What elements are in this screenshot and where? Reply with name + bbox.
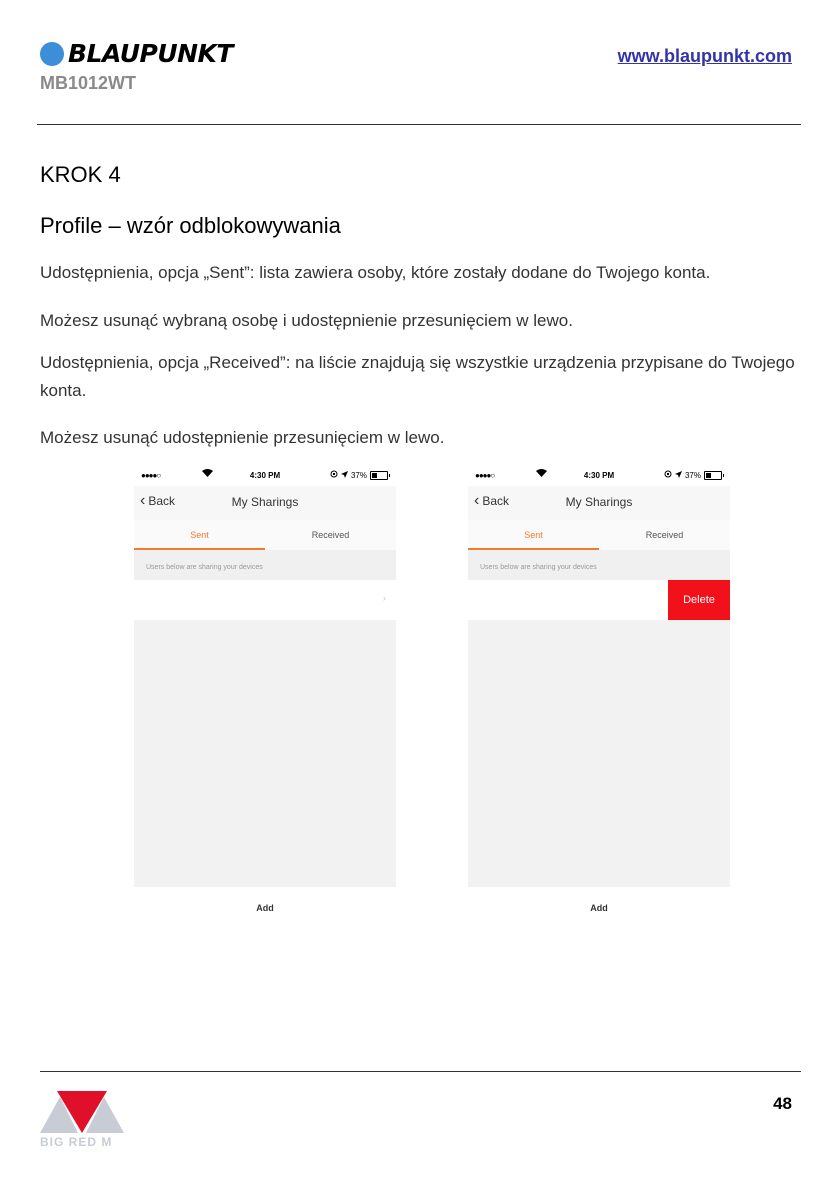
website-link[interactable]: www.blaupunkt.com bbox=[617, 46, 792, 66]
delete-button[interactable]: Delete bbox=[668, 580, 730, 620]
section-subtitle: Profile – wzór odblokowywania bbox=[40, 213, 341, 238]
list-background bbox=[134, 620, 396, 887]
blaupunkt-logo bbox=[40, 40, 233, 68]
chevron-left-icon: ‹ bbox=[474, 492, 480, 509]
bottom-bar bbox=[134, 887, 396, 929]
battery-percent: 37% bbox=[350, 470, 367, 480]
paragraph-received: Udostępnienia, opcja „Received”: na liście znajdują się wszystkie urządzenia przypisane do Twojego konta. bbox=[40, 353, 795, 400]
battery-icon bbox=[370, 471, 388, 480]
nav-title: My Sharings bbox=[565, 495, 633, 509]
tab-sent[interactable]: Sent bbox=[190, 530, 209, 540]
tab-received[interactable]: Received bbox=[311, 530, 350, 540]
add-button[interactable]: Add bbox=[256, 903, 274, 913]
tab-received[interactable]: Received bbox=[645, 530, 684, 540]
tab-sent[interactable]: Sent bbox=[524, 530, 543, 540]
page-number: 48 bbox=[773, 1094, 792, 1113]
phone-screenshot-swipe-delete bbox=[468, 464, 730, 929]
back-label: Back bbox=[148, 494, 176, 508]
chevron-right-icon: › bbox=[383, 593, 386, 603]
step-title: KROK 4 bbox=[40, 162, 121, 187]
signal-strength-icon: ●●●●○ bbox=[475, 471, 495, 480]
paragraph-remove-person: Możesz usunąć wybraną osobę i udostępnienie przesunięciem w lewo. bbox=[40, 311, 573, 330]
section-header bbox=[468, 550, 730, 580]
navigation-bar bbox=[468, 486, 730, 520]
list-item-swiped[interactable] bbox=[468, 580, 730, 620]
bottom-bar bbox=[468, 887, 730, 929]
blaupunkt-dot-icon bbox=[40, 42, 64, 66]
status-time: 4:30 PM bbox=[249, 471, 281, 480]
phone-screenshot-sent-list bbox=[134, 464, 396, 929]
back-label: Back bbox=[482, 494, 510, 508]
section-header bbox=[134, 550, 396, 580]
sharing-tabs bbox=[134, 520, 396, 550]
battery-icon bbox=[704, 471, 722, 480]
add-button[interactable]: Add bbox=[590, 903, 608, 913]
section-header-text: Users below are sharing your devices bbox=[480, 564, 597, 571]
status-bar bbox=[468, 464, 730, 486]
battery-percent: 37% bbox=[684, 470, 701, 480]
rotation-lock-icon bbox=[664, 470, 672, 480]
status-time: 4:30 PM bbox=[583, 471, 615, 480]
battery-fill bbox=[372, 473, 377, 478]
header-divider bbox=[37, 124, 801, 125]
nav-title: My Sharings bbox=[231, 495, 299, 509]
rotation-lock-icon bbox=[330, 470, 338, 480]
chevron-left-icon: ‹ bbox=[140, 492, 146, 509]
paragraph-sent: Udostępnienia, opcja „Sent”: lista zawiera osoby, które zostały dodane do Twojego konta. bbox=[40, 263, 711, 282]
brand-name: BLAUPUNKT bbox=[68, 39, 233, 68]
signal-strength-icon: ●●●●○ bbox=[141, 471, 161, 480]
model-number: MB1012WT bbox=[40, 73, 137, 93]
footer-logo-text: BIG RED M bbox=[40, 1135, 113, 1149]
navigation-bar bbox=[134, 486, 396, 520]
footer-divider bbox=[40, 1071, 801, 1072]
status-bar bbox=[134, 464, 396, 486]
sharing-tabs bbox=[468, 520, 730, 550]
paragraph-remove-sharing: Możesz usunąć udostępnienie przesunięciem w lewo. bbox=[40, 428, 445, 447]
section-header-text: Users below are sharing your devices bbox=[146, 564, 263, 571]
battery-fill bbox=[706, 473, 711, 478]
list-item[interactable] bbox=[134, 580, 396, 620]
location-arrow-icon bbox=[341, 471, 348, 480]
list-background bbox=[468, 620, 730, 887]
location-arrow-icon bbox=[675, 471, 682, 480]
